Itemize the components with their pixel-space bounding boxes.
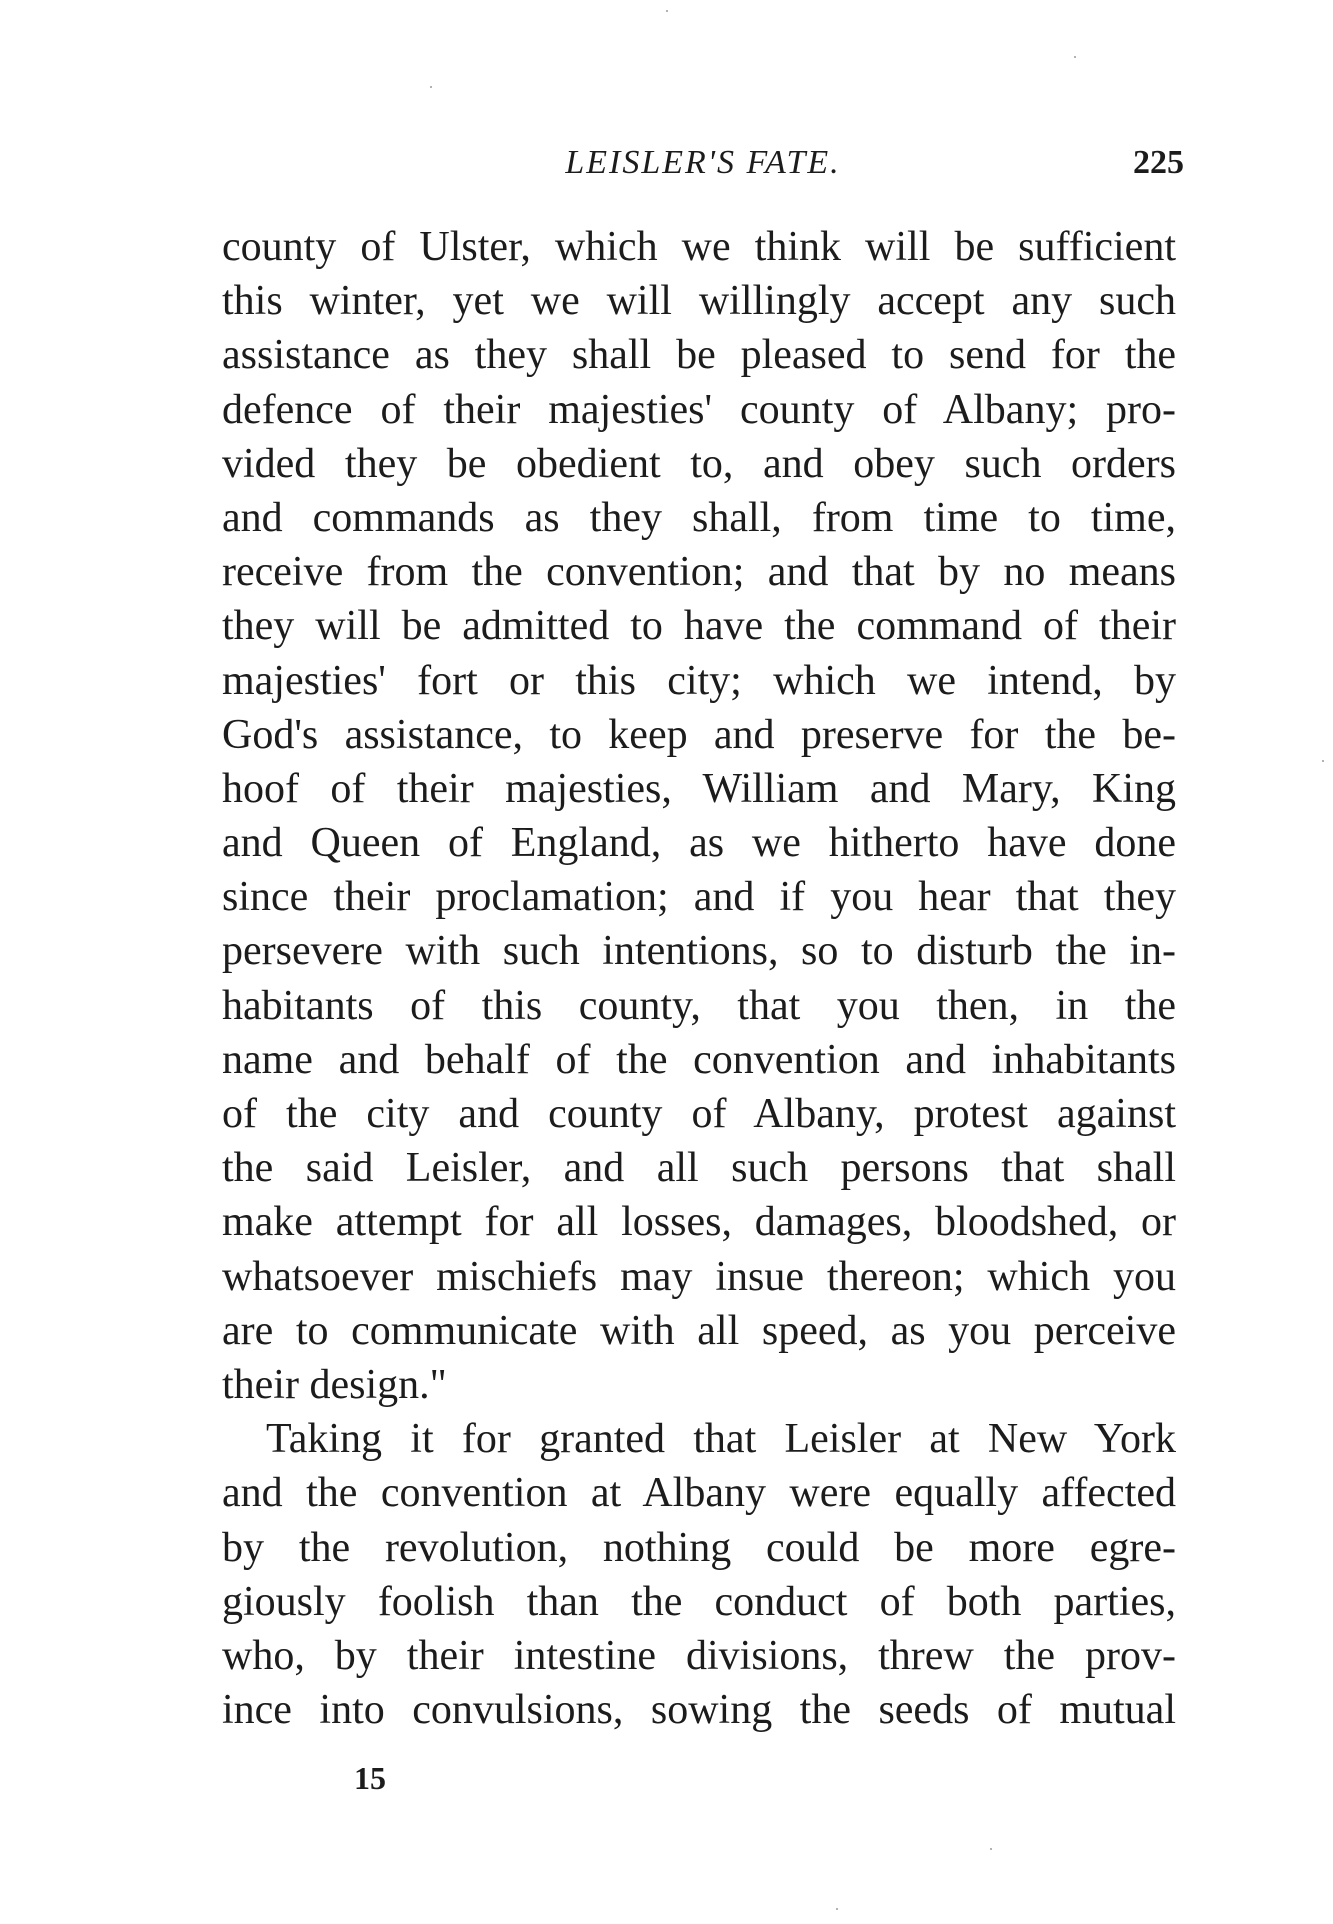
text-line: of the city and county of Albany, protest against [222,1091,1176,1137]
text-line: since their proclamation; and if you hear that they [222,874,1176,921]
text-line: defence of their majesties' county of Albany; pro- [222,386,1176,433]
text-line: and commands as they shall, from time to time, [222,494,1176,541]
text-line: who, by their intestine divisions, threw the prov- [222,1632,1176,1679]
text-line: habitants of this county, that you then, in the [222,982,1176,1029]
text-line: and Queen of England, as we hitherto have done [222,820,1176,867]
text-line: are to communicate with all speed, as you perceive [222,1307,1176,1354]
text-line: Taking it for granted that Leisler at New York [266,1416,1176,1463]
running-title: LEISLER'S FATE. [565,144,841,181]
running-head [222,140,1184,190]
scan-speck [1074,56,1076,58]
text-line: God's assistance, to keep and preserve for the be- [222,711,1176,758]
scan-speck [430,86,432,88]
scan-speck [666,10,668,12]
scan-speck [1322,760,1324,762]
text-line: the said Leisler, and all such persons that shall [222,1145,1176,1192]
text-line: make attempt for all losses, damages, bloodshed, or [222,1199,1176,1246]
signature-mark: 15 [354,1760,386,1796]
text-line: whatsoever mischiefs may insue thereon; which you [222,1253,1176,1300]
page-number: 225 [1133,144,1184,181]
text-line: this winter, yet we will willingly accept any such [222,278,1176,325]
text-line: and the convention at Albany were equally affected [222,1470,1176,1517]
text-line: they will be admitted to have the command of their [222,603,1176,650]
text-line: assistance as they shall be pleased to send for the [222,332,1176,379]
scan-speck [836,1908,838,1910]
text-line: giously foolish than the conduct of both parties, [222,1578,1176,1625]
text-line: hoof of their majesties, William and Mary, King [222,765,1176,812]
text-line: ince into convulsions, sowing the seeds of mutual [222,1687,1176,1734]
text-line: persevere with such intentions, so to disturb the in- [222,928,1176,975]
text-line: their design." [222,1361,447,1408]
text-line: by the revolution, nothing could be more egre- [222,1524,1176,1571]
scan-speck [990,1848,992,1850]
text-line: majesties' fort or this city; which we intend, by [222,657,1176,704]
text-line: name and behalf of the convention and inhabitants [222,1036,1176,1083]
body-text [222,220,1176,1737]
text-line: vided they be obedient to, and obey such orders [222,440,1176,487]
text-line: county of Ulster, which we think will be sufficient [222,224,1176,270]
text-line: receive from the convention; and that by no means [222,549,1176,596]
